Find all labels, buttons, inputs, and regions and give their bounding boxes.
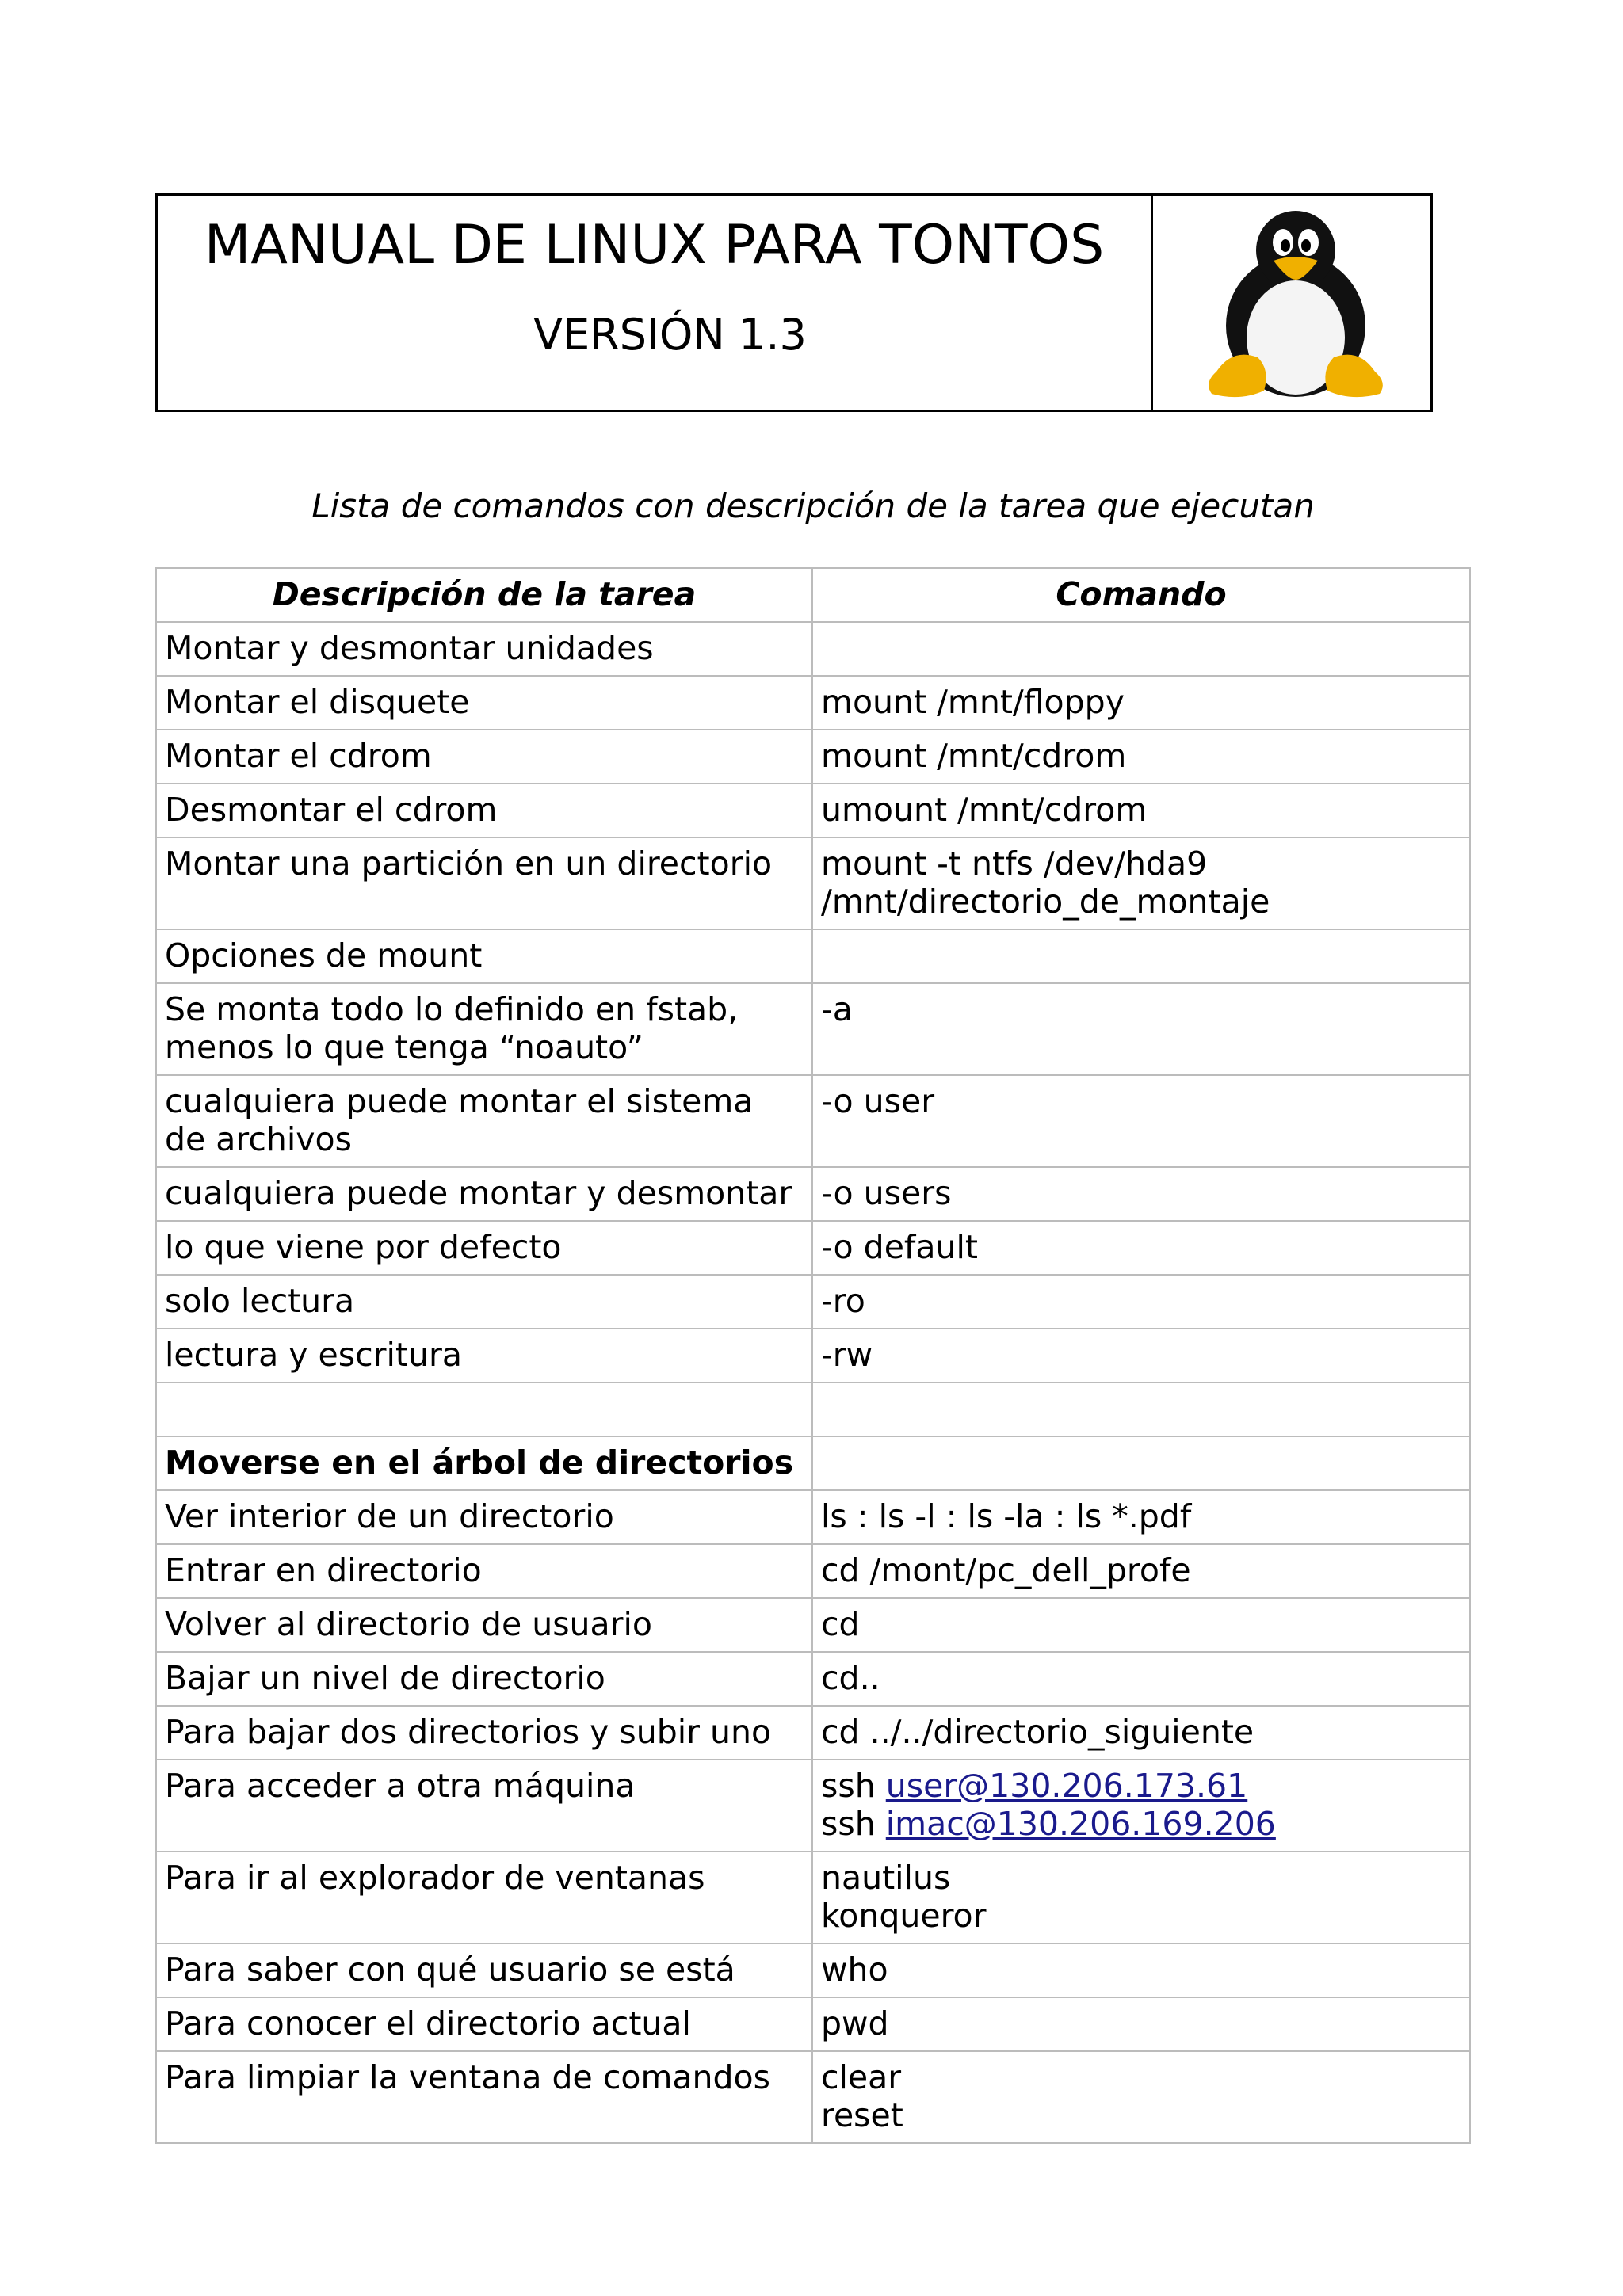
document-title: MANUAL DE LINUX PARA TONTOS xyxy=(204,214,1105,277)
command-text: -o users xyxy=(821,1174,952,1212)
command-text: -rw xyxy=(821,1336,873,1374)
document-subtitle: Lista de comandos con descripción de la tarea que ejecutan xyxy=(311,486,1315,525)
command-cell xyxy=(812,1598,1470,1652)
table-row xyxy=(156,837,1470,929)
header-logo-cell xyxy=(1153,196,1430,410)
table-row xyxy=(156,1275,1470,1329)
task-description: Opciones de mount xyxy=(156,929,812,983)
command-cell xyxy=(812,622,1470,676)
command-text xyxy=(821,1444,1461,1482)
task-description: Entrar en directorio xyxy=(156,1544,812,1598)
task-description: Para conocer el directorio actual xyxy=(156,1997,812,2051)
task-description: Se monta todo lo definido en fstab, menos lo que tenga “noauto” xyxy=(156,983,812,1075)
task-description: Para limpiar la ventana de comandos xyxy=(156,2051,812,2143)
task-description: Para ir al explorador de ventanas xyxy=(156,1852,812,1943)
command-cell xyxy=(812,983,1470,1075)
table-row xyxy=(156,1490,1470,1544)
task-description: Bajar un nivel de directorio xyxy=(156,1652,812,1706)
table-row xyxy=(156,622,1470,676)
command-text: clear xyxy=(821,2058,902,2096)
command-text: nautilus xyxy=(821,1859,951,1897)
commands-table xyxy=(155,567,1471,2144)
command-text: cd ../../directorio_siguiente xyxy=(821,1713,1254,1751)
command-text: -ro xyxy=(821,1282,865,1320)
command-text: mount -t ntfs /dev/hda9 /mnt/directorio_de_montaje xyxy=(821,845,1270,921)
table-row xyxy=(156,730,1470,784)
table-row xyxy=(156,1329,1470,1383)
ssh-prefix: ssh xyxy=(821,1805,886,1843)
command-cell xyxy=(812,1852,1470,1943)
column-header-command: Comando xyxy=(812,568,1470,622)
task-description: cualquiera puede montar el sistema de archivos xyxy=(156,1075,812,1167)
ssh-command-line xyxy=(821,1767,1461,1805)
task-description: Montar una partición en un directorio xyxy=(156,837,812,929)
command-text: who xyxy=(821,1951,888,1989)
command-cell xyxy=(812,837,1470,929)
table-row xyxy=(156,929,1470,983)
table-row xyxy=(156,1075,1470,1167)
command-cell xyxy=(812,730,1470,784)
table-row xyxy=(156,1383,1470,1436)
command-text: reset xyxy=(821,2096,903,2134)
ssh-command-line xyxy=(821,1805,1461,1843)
command-cell xyxy=(812,1075,1470,1167)
section-heading: Moverse en el árbol de directorios xyxy=(156,1436,812,1490)
task-description: Para bajar dos directorios y subir uno xyxy=(156,1706,812,1760)
task-description: Volver al directorio de usuario xyxy=(156,1598,812,1652)
table-row xyxy=(156,2051,1470,2143)
document-header xyxy=(155,193,1433,412)
command-text xyxy=(821,629,1461,667)
table-row xyxy=(156,1760,1470,1852)
command-cell xyxy=(812,1943,1470,1997)
task-description: Para saber con qué usuario se está xyxy=(156,1943,812,1997)
command-text: -o user xyxy=(821,1082,935,1120)
task-description: Montar el disquete xyxy=(156,676,812,730)
ssh-address-link[interactable]: user@130.206.173.61 xyxy=(885,1767,1248,1805)
task-description: cualquiera puede montar y desmontar xyxy=(156,1167,812,1221)
command-cell xyxy=(812,676,1470,730)
document-version: VERSIÓN 1.3 xyxy=(533,310,807,360)
table-row xyxy=(156,1943,1470,1997)
ssh-prefix: ssh xyxy=(821,1767,886,1805)
table-row xyxy=(156,1598,1470,1652)
table-row xyxy=(156,784,1470,837)
ssh-address-link[interactable]: imac@130.206.169.206 xyxy=(885,1805,1276,1843)
command-cell xyxy=(812,1167,1470,1221)
table-row xyxy=(156,983,1470,1075)
table-row xyxy=(156,676,1470,730)
command-text: cd xyxy=(821,1605,860,1643)
command-cell xyxy=(812,2051,1470,2143)
task-description xyxy=(156,1383,812,1436)
command-cell xyxy=(812,929,1470,983)
table-row xyxy=(156,1167,1470,1221)
task-description: Desmontar el cdrom xyxy=(156,784,812,837)
command-cell xyxy=(812,1760,1470,1852)
table-row xyxy=(156,1221,1470,1275)
command-cell xyxy=(812,1490,1470,1544)
command-cell xyxy=(812,1383,1470,1436)
command-cell xyxy=(812,1544,1470,1598)
table-row xyxy=(156,1706,1470,1760)
command-text: cd.. xyxy=(821,1659,880,1697)
task-description: Montar el cdrom xyxy=(156,730,812,784)
command-text: cd /mont/pc_dell_profe xyxy=(821,1551,1191,1589)
column-header-description: Descripción de la tarea xyxy=(156,568,812,622)
command-cell xyxy=(812,1275,1470,1329)
command-text: konqueror xyxy=(821,1897,987,1935)
command-cell xyxy=(812,1997,1470,2051)
table-header-row xyxy=(156,568,1470,622)
command-text: ls : ls -l : ls -la : ls *.pdf xyxy=(821,1497,1192,1535)
task-description: lectura y escritura xyxy=(156,1329,812,1383)
task-description: lo que viene por defecto xyxy=(156,1221,812,1275)
command-text: mount /mnt/floppy xyxy=(821,683,1125,721)
task-description: Para acceder a otra máquina xyxy=(156,1760,812,1852)
command-text xyxy=(821,1390,1461,1428)
command-text: umount /mnt/cdrom xyxy=(821,791,1148,829)
command-text xyxy=(821,936,1461,974)
command-text: -a xyxy=(821,990,853,1028)
tux-penguin-icon xyxy=(1185,207,1407,405)
command-cell xyxy=(812,784,1470,837)
header-title-cell xyxy=(158,196,1153,410)
task-description: Ver interior de un directorio xyxy=(156,1490,812,1544)
table-row xyxy=(156,1852,1470,1943)
task-description: solo lectura xyxy=(156,1275,812,1329)
table-row xyxy=(156,1652,1470,1706)
command-cell xyxy=(812,1221,1470,1275)
table-row xyxy=(156,1544,1470,1598)
command-text: mount /mnt/cdrom xyxy=(821,737,1127,775)
command-cell xyxy=(812,1652,1470,1706)
command-cell xyxy=(812,1436,1470,1490)
command-text: -o default xyxy=(821,1228,978,1266)
command-cell xyxy=(812,1706,1470,1760)
task-description: Montar y desmontar unidades xyxy=(156,622,812,676)
command-text: pwd xyxy=(821,2004,889,2042)
command-cell xyxy=(812,1329,1470,1383)
table-row xyxy=(156,1436,1470,1490)
table-row xyxy=(156,1997,1470,2051)
